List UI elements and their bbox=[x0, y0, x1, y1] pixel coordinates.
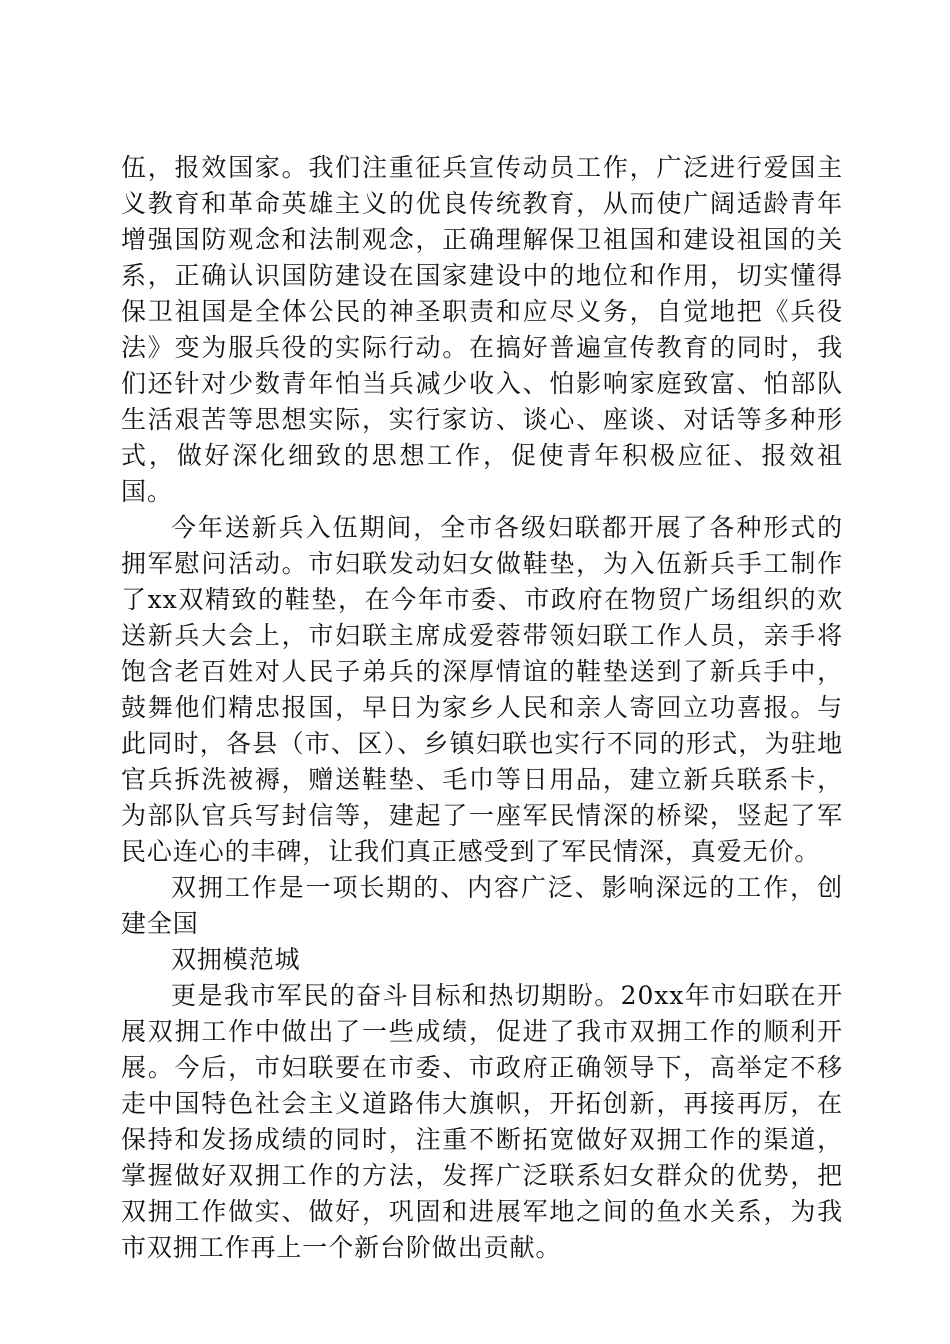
paragraph-2: 今年送新兵入伍期间，全市各级妇联都开展了各种形式的拥军慰问活动。市妇联发动妇女做鞋垫，为入伍新兵手工制作了xx双精致的鞋垫，在今年市委、市政府在物贸广场组织的欢送新兵大会上，市妇联主席成爱蓉带领妇联工作人员，亲手将饱含老百姓对人民子弟兵的深厚情谊的鞋垫送到了新兵手中，鼓舞他们精忠报国，早日为家乡人民和亲人寄回立功喜报。与此同时，各县（市、区）、乡镇妇联也实行不同的形式，为驻地官兵拆洗被褥，赠送鞋垫、毛巾等日用品，建立新兵联系卡，为部队官兵写封信等，建起了一座军民情深的桥梁，竖起了军民心连心的丰碑，让我们真正感受到了军民情深，真爱无价。 bbox=[121, 513, 843, 866]
paragraph-3: 双拥工作是一项长期的、内容广泛、影响深远的工作，创建全国 bbox=[121, 873, 843, 938]
paragraph-5: 更是我市军民的奋斗目标和热切期盼。20xx年市妇联在开展双拥工作中做出了一些成绩，促进了我市双拥工作的顺利开展。今后，市妇联要在市委、市政府正确领导下，高举定不移走中国特色社会主义道路伟大旗帜，开拓创新，再接再厉，在保持和发扬成绩的同时，注重不断拓宽做好双拥工作的渠道，掌握做好双拥工作的方法，发挥广泛联系妇女群众的优势，把双拥工作做实、做好，巩固和进展军地之间的鱼水关系，为我市双拥工作再上一个新台阶做出贡献。 bbox=[121, 981, 843, 1262]
paragraph-4: 双拥模范城 bbox=[171, 945, 301, 974]
paragraph-1: 伍，报效国家。我们注重征兵宣传动员工作，广泛进行爱国主义教育和革命英雄主义的优良传统教育，从而使广阔适龄青年增强国防观念和法制观念，正确理解保卫祖国和建设祖国的关系，正确认识国防建设在国家建设中的地位和作用，切实懂得保卫祖国是全体公民的神圣职责和应尽义务，自觉地把《兵役法》变为服兵役的实际行动。在搞好普遍宣传教育的同时，我们还针对少数青年怕当兵减少收入、怕影响家庭致富、怕部队生活艰苦等思想实际，实行家访、谈心、座谈、对话等多种形式，做好深化细致的思想工作，促使青年积极应征、报效祖国。 bbox=[121, 153, 843, 506]
document-body bbox=[121, 150, 843, 1266]
